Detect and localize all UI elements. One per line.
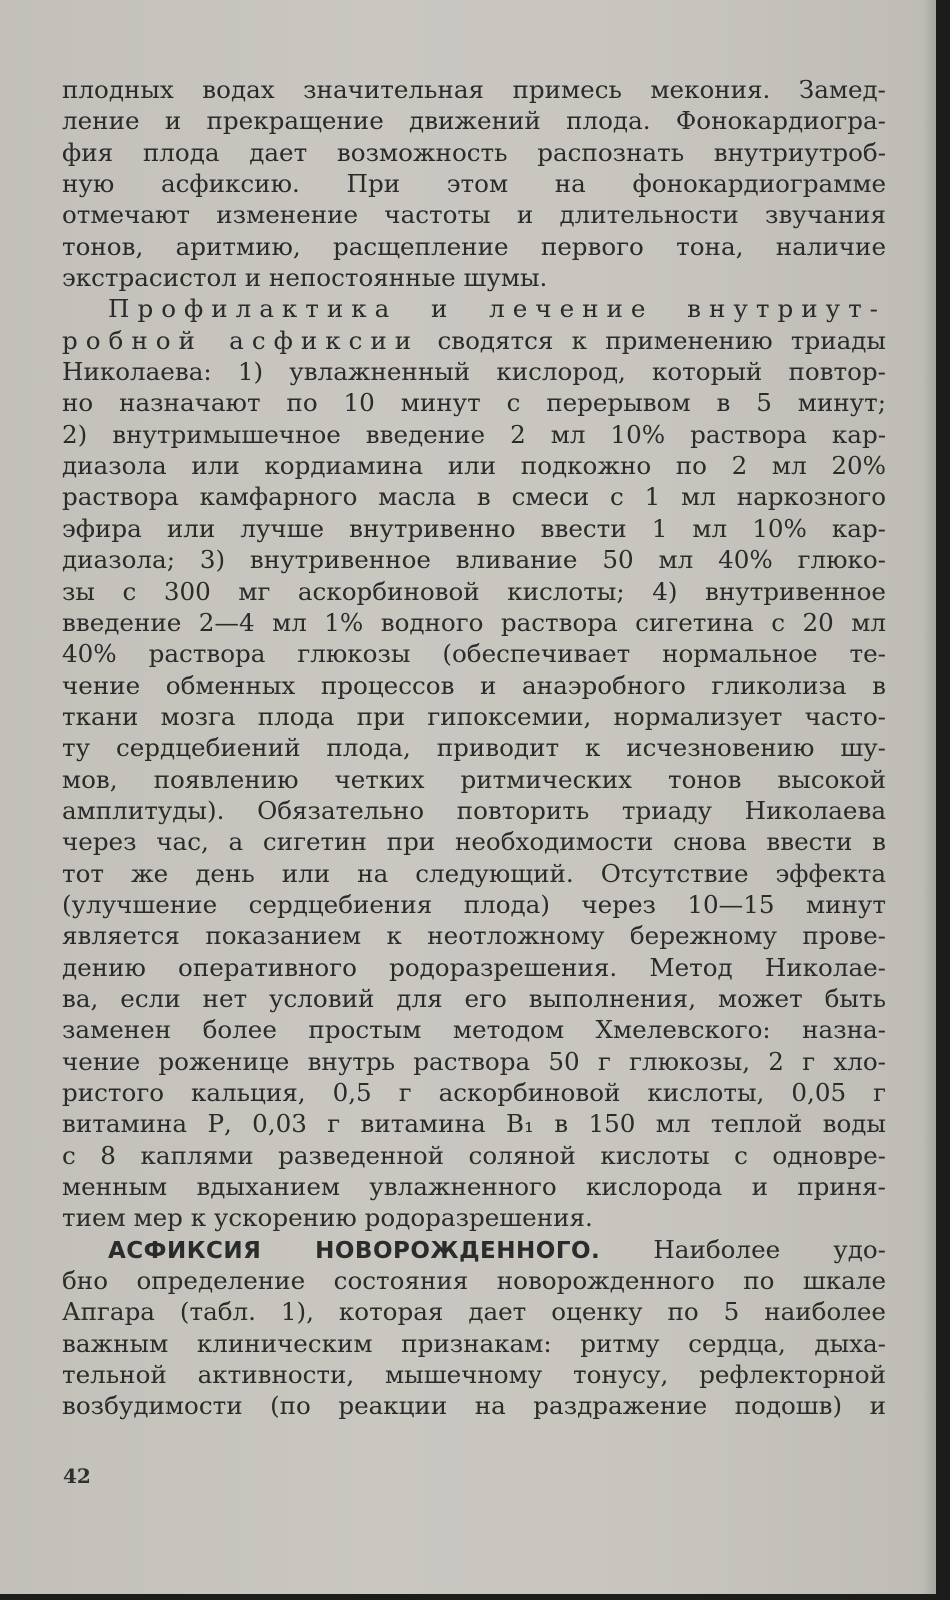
text-line: (улучшение сердцебиения плода) через 10—15 минут (62, 889, 886, 919)
paragraph-3 (62, 1234, 886, 1422)
text-line: экстрасистол и непостоянные шумы. (62, 263, 548, 293)
text-line: является показанием к неотложному бережному прове- (62, 921, 886, 951)
text-line: тот же день или на следующий. Отсутствие эффекта (62, 858, 886, 888)
text-line: важным клиническим признакам: ритму сердца, дыха- (62, 1328, 886, 1358)
text-line: менным вдыханием увлажненного кислорода и приня- (62, 1172, 886, 1202)
text-line: плодных водах значительная примесь мекония. Замед- (62, 75, 886, 104)
paragraph-2 (62, 293, 886, 1233)
body-text (62, 74, 886, 1422)
text-line: эфира или лучше внутривенно ввести 1 мл 10% кар- (62, 513, 886, 543)
text-line: ление и прекращение движений плода. Фонокардиогра- (62, 106, 886, 136)
text-line: введение 2—4 мл 1% водного раствора сигетина с 20 мл (62, 607, 886, 637)
page-number: 42 (63, 1464, 91, 1488)
text-line: чение роженице внутрь раствора 50 г глюкозы, 2 г хло- (62, 1046, 886, 1076)
text-line: Николаева: 1) увлажненный кислород, который повтор- (62, 357, 886, 387)
text-line: амплитуды). Обязательно повторить триаду Николаева (62, 795, 886, 825)
text-line: Апгара (табл. 1), которая дает оценку по 5 наиболее (62, 1297, 886, 1327)
text-line (62, 325, 886, 356)
text-line: отмечают изменение частоты и длительности звучания (62, 200, 886, 230)
text-line: бно определение состояния новорожденного по шкале (62, 1266, 886, 1296)
text-fragment: Наиболее удо- (653, 1234, 886, 1264)
text-line: чение обменных процессов и анаэробного гликолиза в (62, 670, 886, 700)
text-line: ткани мозга плода при гипоксемии, нормализует часто- (62, 701, 886, 731)
text-line (62, 1234, 886, 1265)
text-line: зы с 300 мг аскорбиновой кислоты; 4) внутривенное (62, 576, 886, 606)
text-line: ту сердцебиений плода, приводит к исчезновению шу- (62, 733, 886, 763)
text-line: возбудимости (по реакции на раздражение подошв) и (62, 1391, 886, 1421)
text-line: раствора камфарного масла в смеси с 1 мл наркозного (62, 482, 886, 512)
text-line: с 8 каплями разведенной соляной кислоты с одновре- (62, 1140, 886, 1170)
text-line: диазола; 3) внутривенное вливание 50 мл 40% глюко- (62, 545, 886, 575)
text-line: ную асфиксию. При этом на фонокардиограмме (62, 169, 886, 199)
text-line: тием мер к ускорению родоразрешения. (62, 1203, 593, 1233)
text-line: тонов, аритмию, расщепление первого тона, наличие (62, 231, 886, 261)
text-line: витамина Р, 0,03 г витамина B₁ в 150 мл теплой воды (62, 1109, 886, 1139)
section-heading: АСФИКСИЯ НОВОРОЖДЕННОГО. (108, 1237, 601, 1264)
spaced-heading-word: робной асфиксии (62, 325, 420, 355)
text-line: через час, а сигетин при необходимости снова ввести в (62, 827, 886, 857)
text-line: 2) внутримышечное введение 2 мл 10% раствора кар- (62, 419, 886, 449)
text-line: заменен более простым методом Хмелевского: назна- (62, 1015, 886, 1045)
text-line: 40% раствора глюкозы (обеспечивает нормальное те- (62, 639, 886, 669)
text-line: ристого кальция, 0,5 г аскорбиновой кислоты, 0,05 г (62, 1078, 886, 1107)
text-line: диазола или кордиамина или подкожно по 2 мл 20% (62, 451, 886, 481)
text-fragment: сводятся к применению триады (437, 325, 886, 355)
paragraph-1 (62, 74, 886, 293)
page-edge-shadow (922, 0, 936, 1594)
text-line: фия плода дает возможность распознать внутриутроб- (62, 137, 886, 167)
text-line: тельной активности, мышечному тонусу, рефлекторной (62, 1360, 886, 1390)
spaced-heading-line: Профилактика и лечение внутриут- (108, 294, 886, 324)
text-line: но назначают по 10 минут с перерывом в 5 минут; (62, 388, 886, 418)
text-line: дению оперативного родоразрешения. Метод Николае- (62, 952, 886, 982)
text-line: мов, появлению четких ритмических тонов высокой (62, 764, 886, 794)
text-line: ва, если нет условий для его выполнения, может быть (62, 983, 886, 1013)
